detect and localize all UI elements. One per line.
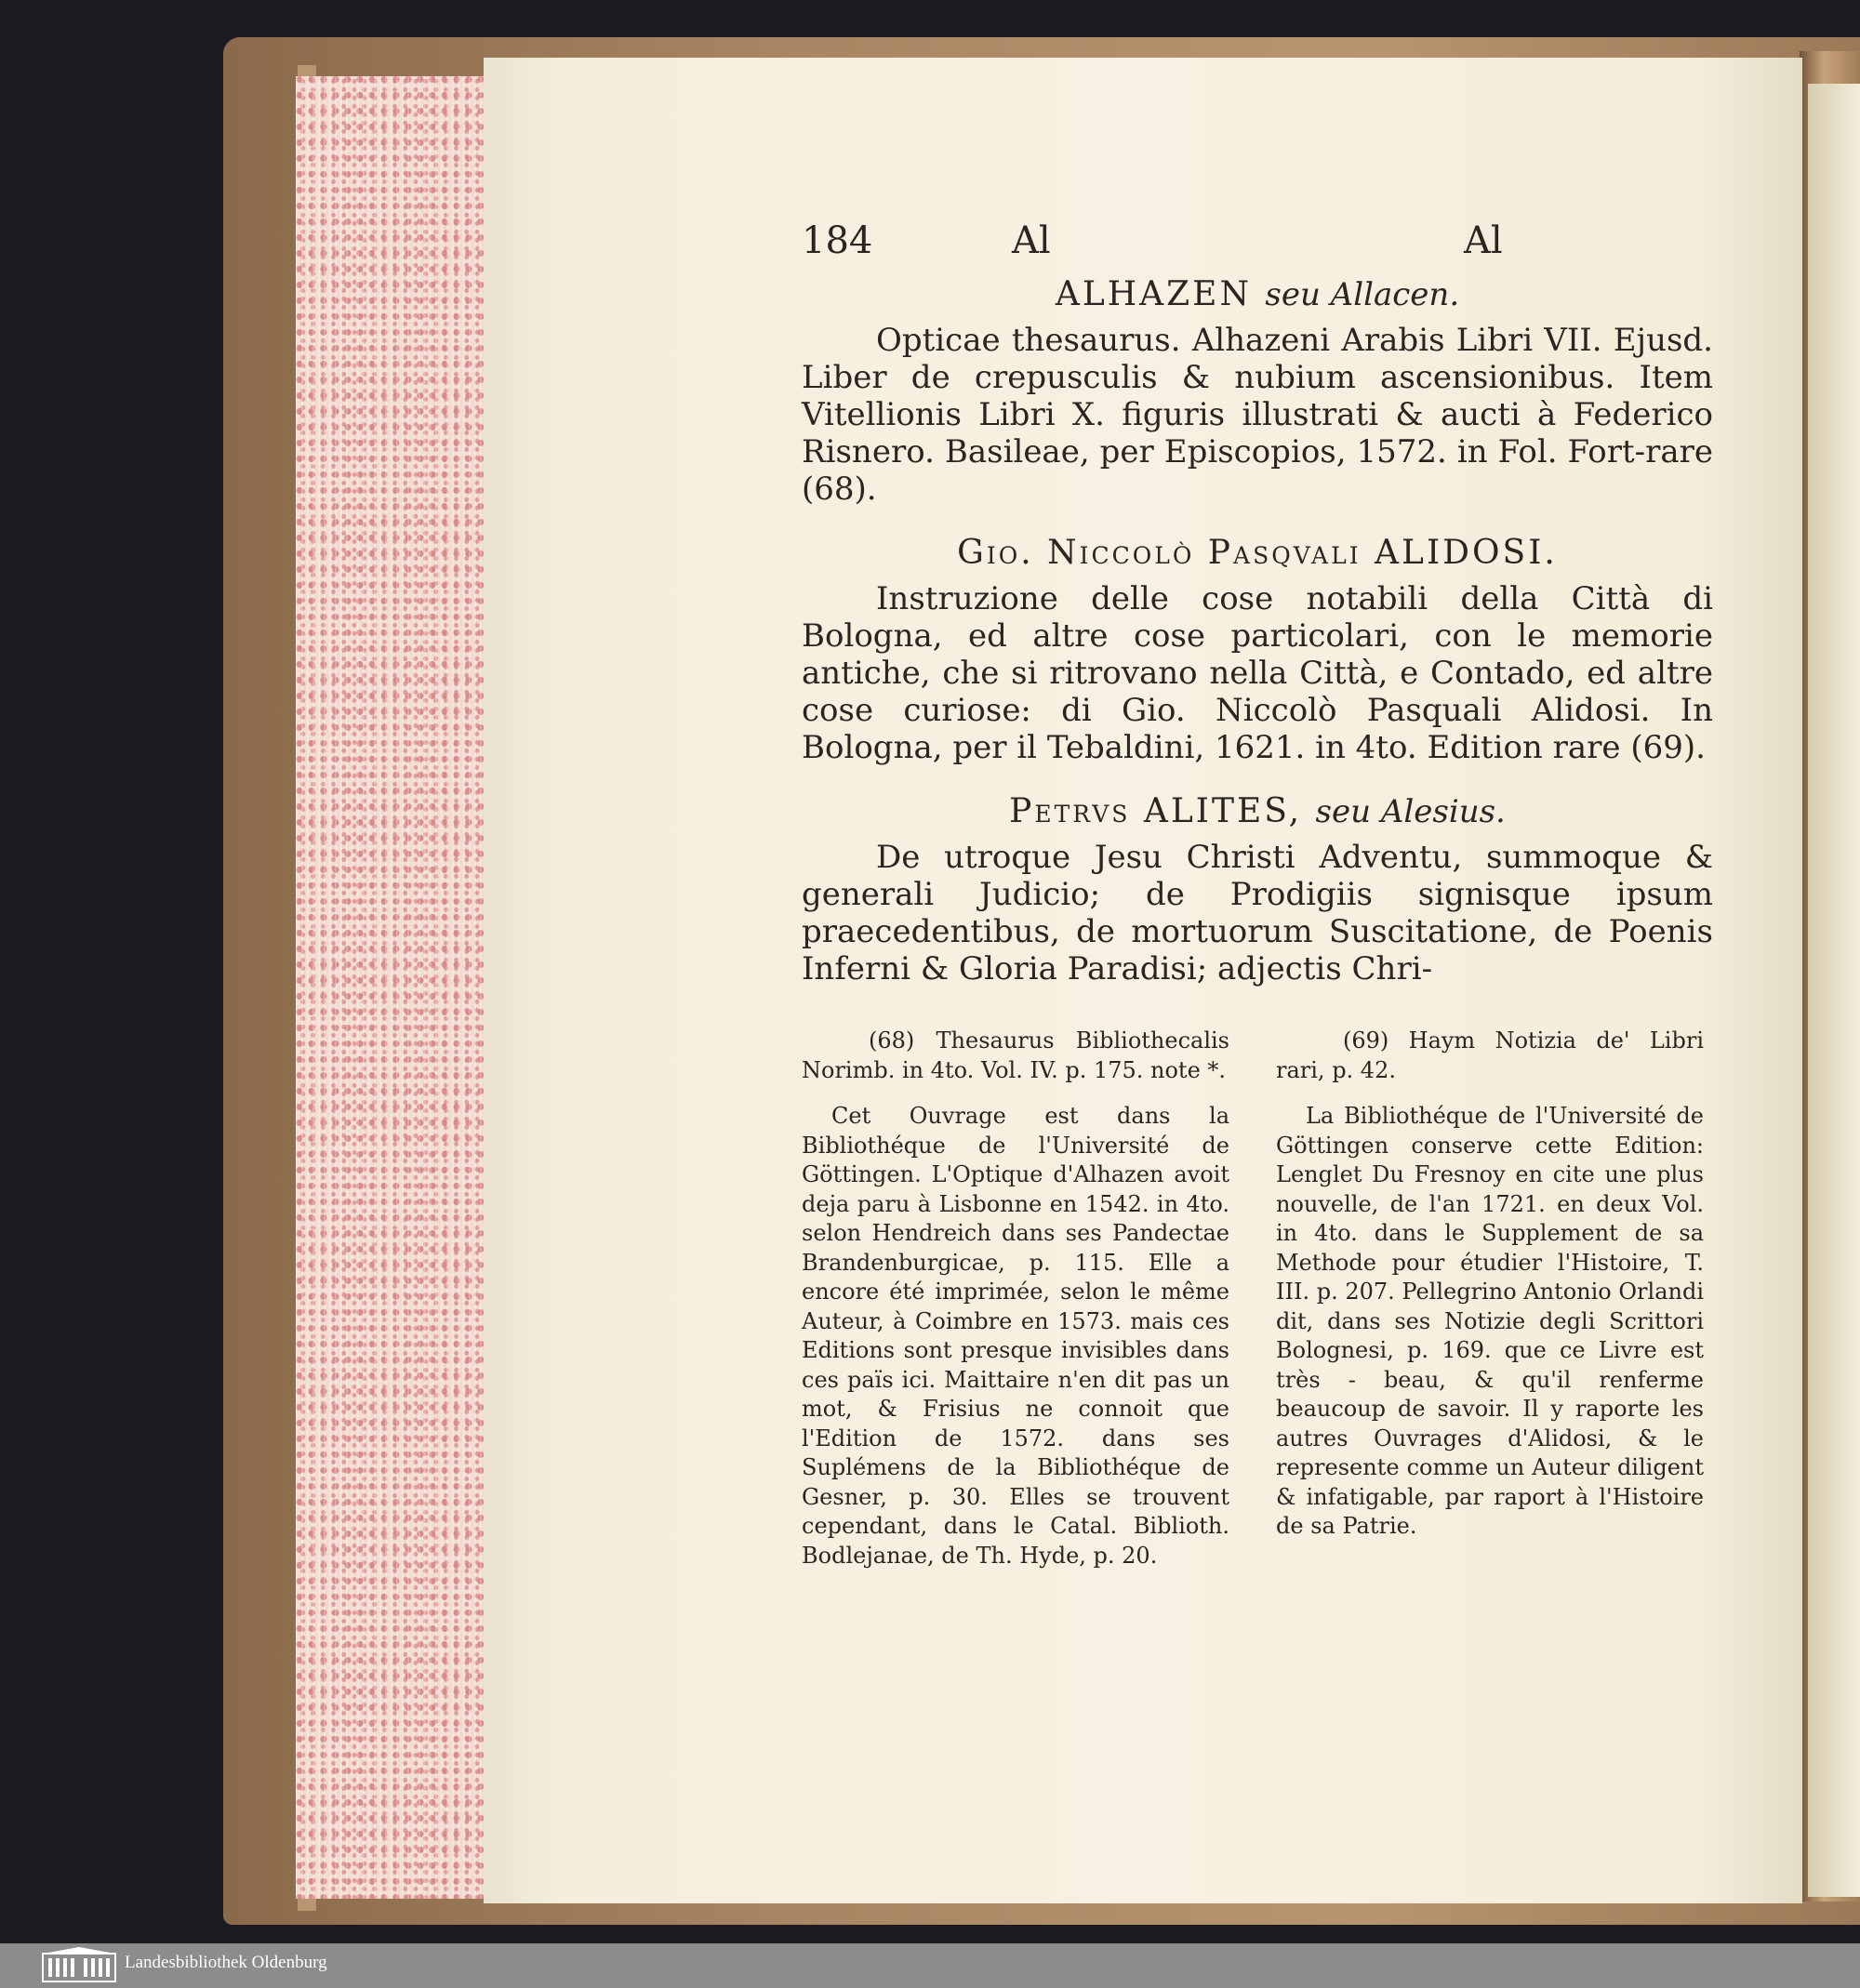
heading-name: ALHAZEN <box>1055 275 1252 313</box>
heading-prefix: Gio. Niccolò Pasqvali <box>957 534 1362 572</box>
entry-alites <box>802 839 1713 987</box>
footnotes <box>802 1027 1713 1587</box>
running-header <box>802 214 1713 270</box>
footnote-68-text: Cet Ouvrage est dans la Bibliothéque de l'Université de Göttingen. L'Optique d'Alhazen avoit deja paru à Lisbonne en 1542. in 4to. selon Hendreich dans ses Pandectae Brandenburgicae, p. 115. Elle a encore été imprimée, selon le même Auteur, à Coimbre en 1573. mais ces Editions sont presque invisibles dans ces païs ici. Maittaire n'en dit pas un mot, & Frisius ne connoit que l'Edition de 1572. dans ses Suplémens de la Bibliothéque de Gesner, p. 30. Elles se trouvent cependant, dans le Catal. Biblioth. Bodlejanae, de Th. Hyde, p. 20. <box>802 1103 1229 1569</box>
heading-name: ALIDOSI. <box>1375 534 1558 572</box>
page-text <box>802 214 1713 1587</box>
page-edges <box>296 76 486 1899</box>
footnote-column-right <box>1276 1027 1704 1587</box>
entry-alidosi <box>802 580 1713 766</box>
running-head-right: Al <box>1464 219 1503 262</box>
library-building-icon <box>41 1946 117 1983</box>
entry-text: Instruzione delle cose notabili della Città di Bologna, ed altre cose particolari, con le memorie antiche, che si ritrovano nella Città, e Contado, ed altre cose curiose: di Gio. Niccolò Pasquali Alidosi. In Bologna, per il Tebaldini, 1621. in 4to. Edition rare (69). <box>802 580 1713 766</box>
page-number: 184 <box>802 219 873 262</box>
entry-heading-alidosi <box>802 532 1713 575</box>
entry-text: Opticae thesaurus. Alhazeni Arabis Libri VII. Ejusd. Liber de crepusculis & nubium ascensionibus. Item Vitellionis Libri X. figuris illustrati & aucti à Federico Risnero. Basileae, per Episcopios, 1572. in Fol. Fort-rare (68). <box>802 322 1713 508</box>
heading-rest: seu Allacen. <box>1265 276 1460 313</box>
entry-text: De utroque Jesu Christi Adventu, summoque & generali Judicio; de Prodigiis signisque ipsum praecedentibus, de mortuorum Suscitatione, de Poenis Inferni & Gloria Paradisi; adjectis Chri- <box>802 839 1713 987</box>
entry-heading-alites <box>802 790 1713 833</box>
library-name: Landesbibliothek Oldenburg <box>125 1953 327 1972</box>
footnote-column-left <box>802 1027 1229 1587</box>
entry-heading-alhazen <box>802 273 1713 316</box>
entry-alhazen <box>802 322 1713 508</box>
heading-rest: seu Alesius. <box>1315 793 1506 830</box>
footnote-69-text: La Bibliothéque de l'Université de Göttingen conserve cette Edition: Lenglet Du Fresnoy en cite une plus nouvelle, de l'an 1721. en deux Vol. in 4to. dans le Supplement de sa Methode pour étudier l'Histoire, T. III. p. 207. Pellegrino Antonio Orlandi dit, dans ses Notizie degli Scrittori Bolognesi, p. 169. que ce Livre est très - beau, & qu'il renferme beaucoup de savoir. Il y raporte les autres Ouvrages d'Alidosi, & le represente comme un Auteur diligent & infatigable, par raport à l'Histoire de sa Patrie. <box>1276 1103 1704 1539</box>
footnote-69-citation: (69) Haym Notizia de' Libri rari, p. 42. <box>1276 1027 1704 1083</box>
heading-prefix: Petrvs <box>1009 792 1131 830</box>
heading-name: ALITES, <box>1143 792 1303 830</box>
running-head-left: Al <box>1012 219 1051 262</box>
facing-page-edge <box>1808 84 1860 1897</box>
footnote-68-citation: (68) Thesaurus Bibliothecalis Norimb. in 4to. Vol. IV. p. 175. note *. <box>802 1027 1229 1083</box>
